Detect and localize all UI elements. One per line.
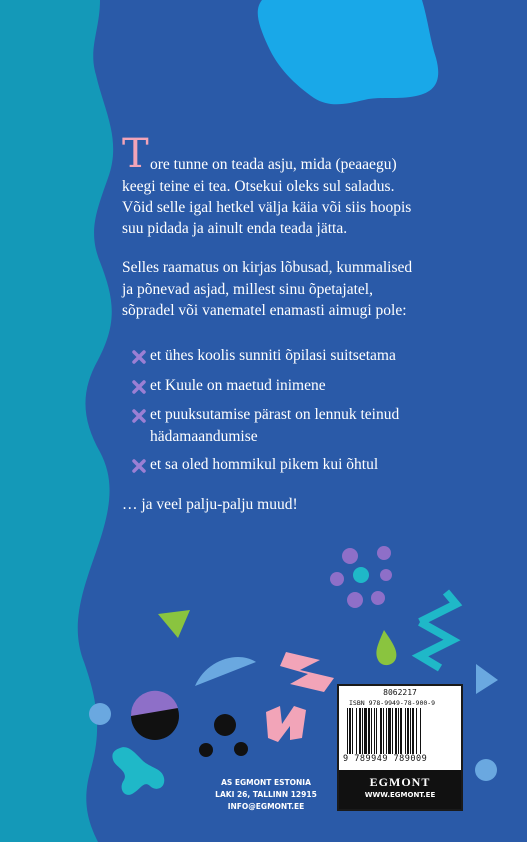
barcode-bars <box>347 708 453 754</box>
black-dot-1 <box>214 714 236 736</box>
publisher-brand-block <box>339 770 461 809</box>
barcode-bar <box>347 708 348 754</box>
barcode-bar <box>416 708 417 754</box>
paragraph2-line-1: Selles raamatus on kirjas lõbusad, kummalised <box>122 259 413 276</box>
lightblue-half-circle <box>195 657 256 686</box>
bullet-cross-icon <box>132 459 146 473</box>
barcode-bar <box>362 708 363 754</box>
barcode-bar <box>376 708 377 754</box>
paragraph2-line-3: sõpradel või vanematel enamasti aimugi pole: <box>122 302 407 319</box>
bullet-item-3-line-2: hädamaandumise <box>150 428 258 445</box>
isbn-label: ISBN 978-9949-78-900-9 <box>349 699 436 707</box>
barcode-bar <box>371 708 372 754</box>
barcode-bar <box>368 708 370 754</box>
lightblue-triangle <box>476 664 498 694</box>
lightblue-dot-left <box>89 703 111 725</box>
barcode-bar <box>398 708 399 754</box>
black-dot-3 <box>234 742 248 756</box>
purple-dot-2 <box>377 546 391 560</box>
publisher-email: INFO@EGMONT.EE <box>227 802 305 811</box>
barcode-bar <box>420 708 421 754</box>
purple-dot-3 <box>330 572 344 586</box>
barcode-box <box>337 684 463 811</box>
product-code: 8062217 <box>383 688 417 697</box>
cyan-zigzag <box>420 592 456 668</box>
barcode-bar <box>400 708 402 754</box>
publisher-brand-name: EGMONT <box>369 775 431 789</box>
bullet-cross-icon <box>132 380 146 394</box>
intro-line-2: keegi teine ei tea. Otsekui oleks sul saladus. <box>122 178 395 195</box>
barcode-bar <box>407 708 409 754</box>
purple-dot-4 <box>380 569 392 581</box>
barcode-bar <box>410 708 411 754</box>
bullet-cross-icon <box>132 409 146 423</box>
black-dot-2 <box>199 743 213 757</box>
lightblue-dot-right <box>475 759 497 781</box>
barcode-bar <box>412 708 414 754</box>
barcode-bar <box>364 708 367 754</box>
barcode-bar <box>356 708 357 754</box>
purple-dot-5 <box>347 592 363 608</box>
publisher-url: WWW.EGMONT.EE <box>364 791 436 799</box>
publisher-name: AS EGMONT ESTONIA <box>221 778 311 787</box>
cyan-dot <box>353 567 369 583</box>
barcode-bar <box>359 708 361 754</box>
barcode-bar <box>349 708 351 754</box>
bullet-item-4: et sa oled hommikul pikem kui õhtul <box>150 456 379 473</box>
pink-zigzag <box>280 652 334 692</box>
intro-line-3: Võid selle igal hetkel välja käia või siis hoopis <box>122 199 412 216</box>
barcode-bar <box>392 708 393 754</box>
purple-dot-6 <box>371 591 385 605</box>
bullet-cross-icon <box>132 350 146 364</box>
bullet-item-1: et ühes koolis sunniti õpilasi suitsetama <box>150 347 396 364</box>
intro-line-1: ore tunne on teada asju, mida (peaaegu) <box>150 156 397 173</box>
barcode-bar <box>386 708 387 754</box>
drop-cap: T <box>122 131 149 177</box>
green-triangle <box>158 610 190 638</box>
pink-n-shape <box>266 706 306 742</box>
top-blob <box>258 0 438 104</box>
bullet-item-3-line-1: et puuksutamise pärast on lennuk teinud <box>150 406 400 423</box>
barcode-bar <box>395 708 397 754</box>
paragraph2-line-2: ja põnevad asjad, millest sinu õpetajatel, <box>122 281 373 298</box>
barcode-bar <box>380 708 382 754</box>
green-drop <box>376 630 396 665</box>
barcode-bar <box>405 708 406 754</box>
barcode-bar <box>388 708 391 754</box>
purple-dot-1 <box>342 548 358 564</box>
barcode-bar <box>374 708 375 754</box>
barcode-bar <box>352 708 353 754</box>
barcode-digits: 9 789949 789009 <box>343 754 428 764</box>
bullet-item-2: et Kuule on maetud inimene <box>150 377 326 394</box>
publisher-address: LAKI 26, TALLINN 12915 <box>215 790 317 799</box>
barcode-bar <box>383 708 384 754</box>
intro-line-4: suu pidada ja ainult enda teada jätta. <box>122 220 348 237</box>
closing-line: … ja veel palju-palju muud! <box>122 496 298 513</box>
cyan-blob <box>112 747 164 795</box>
